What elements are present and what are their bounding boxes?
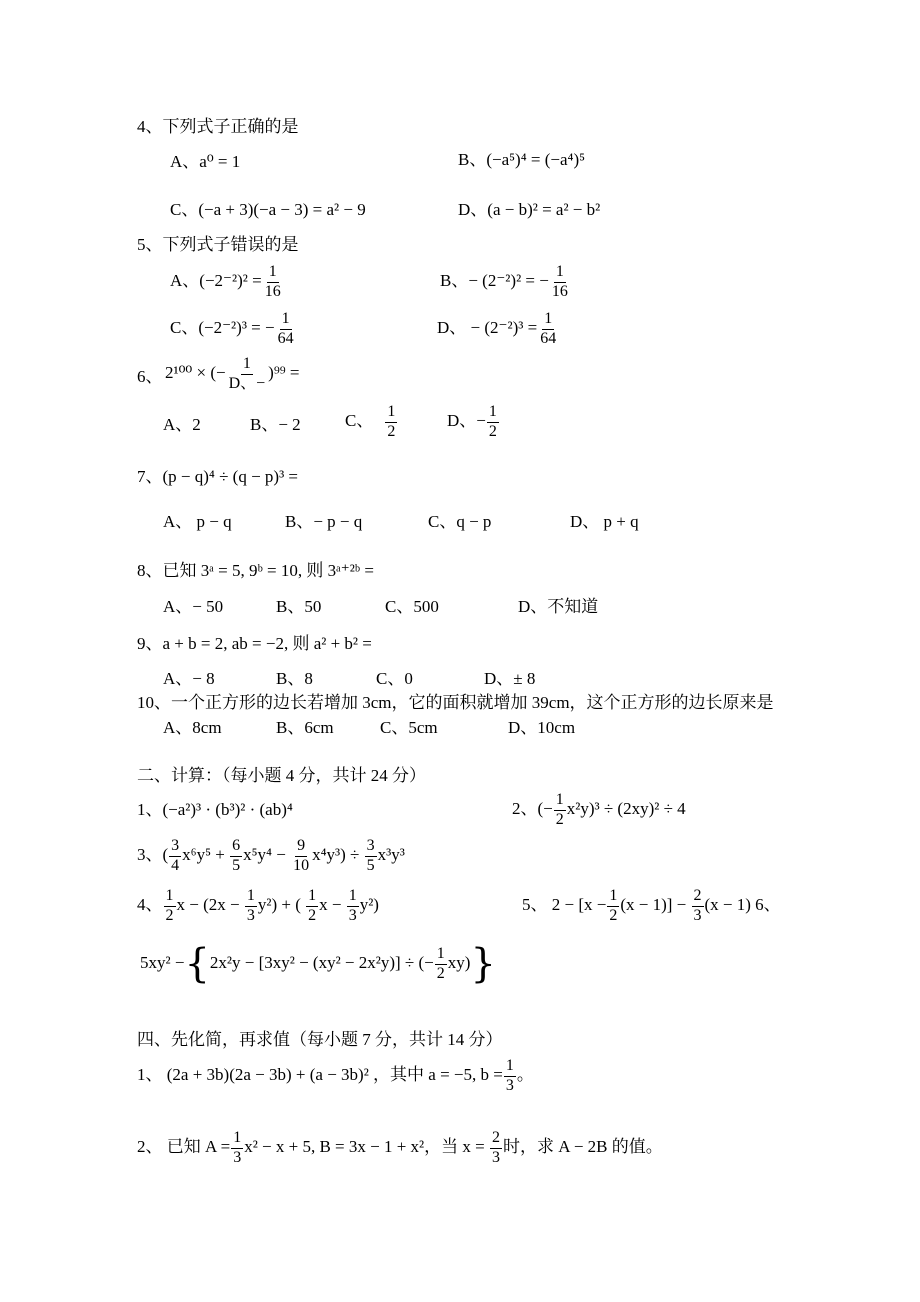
line-q7d: D、 p + q: [570, 512, 639, 531]
line-q10: 10、一个正方形的边长若增加 3cm，它的面积就增加 39cm，这个正方形的边长原来是: [137, 693, 774, 712]
calc-3: 3、( $\frac{3}{4}$ x⁶y⁵ + $\frac{6}{5}$ x⁵y⁴ − $\frac{9}{10}$ x⁴y³) ÷ $\frac{3}{5}$ x³y³: [137, 837, 405, 874]
eval-2: 2、 已知 A = $\frac{1}{3}$ x² − x + 5, B = 3x − 1 + x²，当 x = $\frac{2}{3}$ 时，求 A − 2B 的值。: [137, 1129, 663, 1166]
line-q9d: D、± 8: [484, 669, 536, 688]
calc-4: 4、 $\frac{1}{2}$ x − (2x − $\frac{1}{3}$ y²) + ( $\frac{1}{2}$ x − $\frac{1}{3}$ y²): [137, 887, 379, 924]
line-q8a: A、− 50: [163, 597, 224, 616]
line-q4: 4、下列式子正确的是: [137, 117, 299, 136]
line-s4: 四、先化简，再求值（每小题 7 分，共计 14 分）: [137, 1030, 503, 1049]
line-q4b: B、(−a⁵)⁴ = (−a⁴)⁵: [458, 150, 586, 169]
line-q7b: B、− p − q: [285, 512, 363, 531]
q6-option-b: B、− 2: [250, 415, 301, 434]
line-q8: 8、已知 3ᵃ = 5, 9ᵇ = 10, 则 3ᵃ⁺²ᵇ =: [137, 561, 374, 580]
line-q7c: C、q − p: [428, 512, 492, 531]
line-q5: 5、下列式子错误的是: [137, 235, 299, 254]
q5-option-a: A、(−2⁻²)² = $\frac{1}{16}$: [170, 263, 281, 300]
line-q4c: C、(−a + 3)(−a − 3) = a² − 9: [170, 200, 366, 219]
calc-6: 5xy² −{2x²y − [3xy² − (xy² − 2x²y)] ÷ (− $\frac{1}{2}$ xy)}: [140, 941, 496, 987]
calc-2: 2、(− $\frac{1}{2}$ x²y)³ ÷ (2xy)² ÷ 4: [512, 791, 686, 828]
q6-option-a: A、2: [163, 415, 201, 434]
q5-option-d: D、 − (2⁻²)³ = $\frac{1}{64}$: [437, 310, 557, 347]
line-q10b: B、6cm: [276, 718, 334, 737]
line-q7a: A、 p − q: [163, 512, 232, 531]
eval-1: 1、 (2a + 3b)(2a − 3b) + (a − 3b)² ，其中 a = −5, b = $\frac{1}{3}$ 。: [137, 1057, 534, 1094]
line-q9c: C、0: [376, 669, 413, 688]
line-q9: 9、a + b = 2, ab = −2, 则 a² + b² =: [137, 634, 372, 653]
line-s2: 二、计算：（每小题 4 分，共计 24 分）: [137, 766, 426, 785]
calc-5: 5、 2 − [x − $\frac{1}{2}$ (x − 1)] − $\frac{2}{3}$ (x − 1) 6、: [522, 887, 781, 924]
q5-option-c: C、(−2⁻²)³ = − $\frac{1}{64}$: [170, 310, 294, 347]
line-q9b: B、8: [276, 669, 313, 688]
line-q10d: D、10cm: [508, 718, 576, 737]
line-q8b: B、50: [276, 597, 322, 616]
line-q6: 6、: [137, 367, 163, 386]
line-q8d: D、不知道: [518, 597, 599, 616]
q6-expression: 2¹⁰⁰ × (− $\frac{1}{D、-}$ )⁹⁹ =: [165, 355, 300, 392]
line-q8c: C、500: [385, 597, 439, 616]
line-q9a: A、− 8: [163, 669, 215, 688]
q5-option-b: B、− (2⁻²)² = − $\frac{1}{16}$: [440, 263, 568, 300]
q6-option-c: C、 $\frac{1}{2}$: [345, 403, 396, 440]
line-q10a: A、8cm: [163, 718, 222, 737]
line-q7: 7、(p − q)⁴ ÷ (q − p)³ =: [137, 467, 299, 486]
line-q4a: A、a⁰ = 1: [170, 152, 241, 171]
line-q4d: D、(a − b)² = a² − b²: [458, 200, 601, 219]
line-c1: 1、(−a²)³ · (b³)² · (ab)⁴: [137, 800, 293, 819]
line-q10c: C、5cm: [380, 718, 438, 737]
q6-option-d: D、− $\frac{1}{2}$: [447, 403, 497, 440]
